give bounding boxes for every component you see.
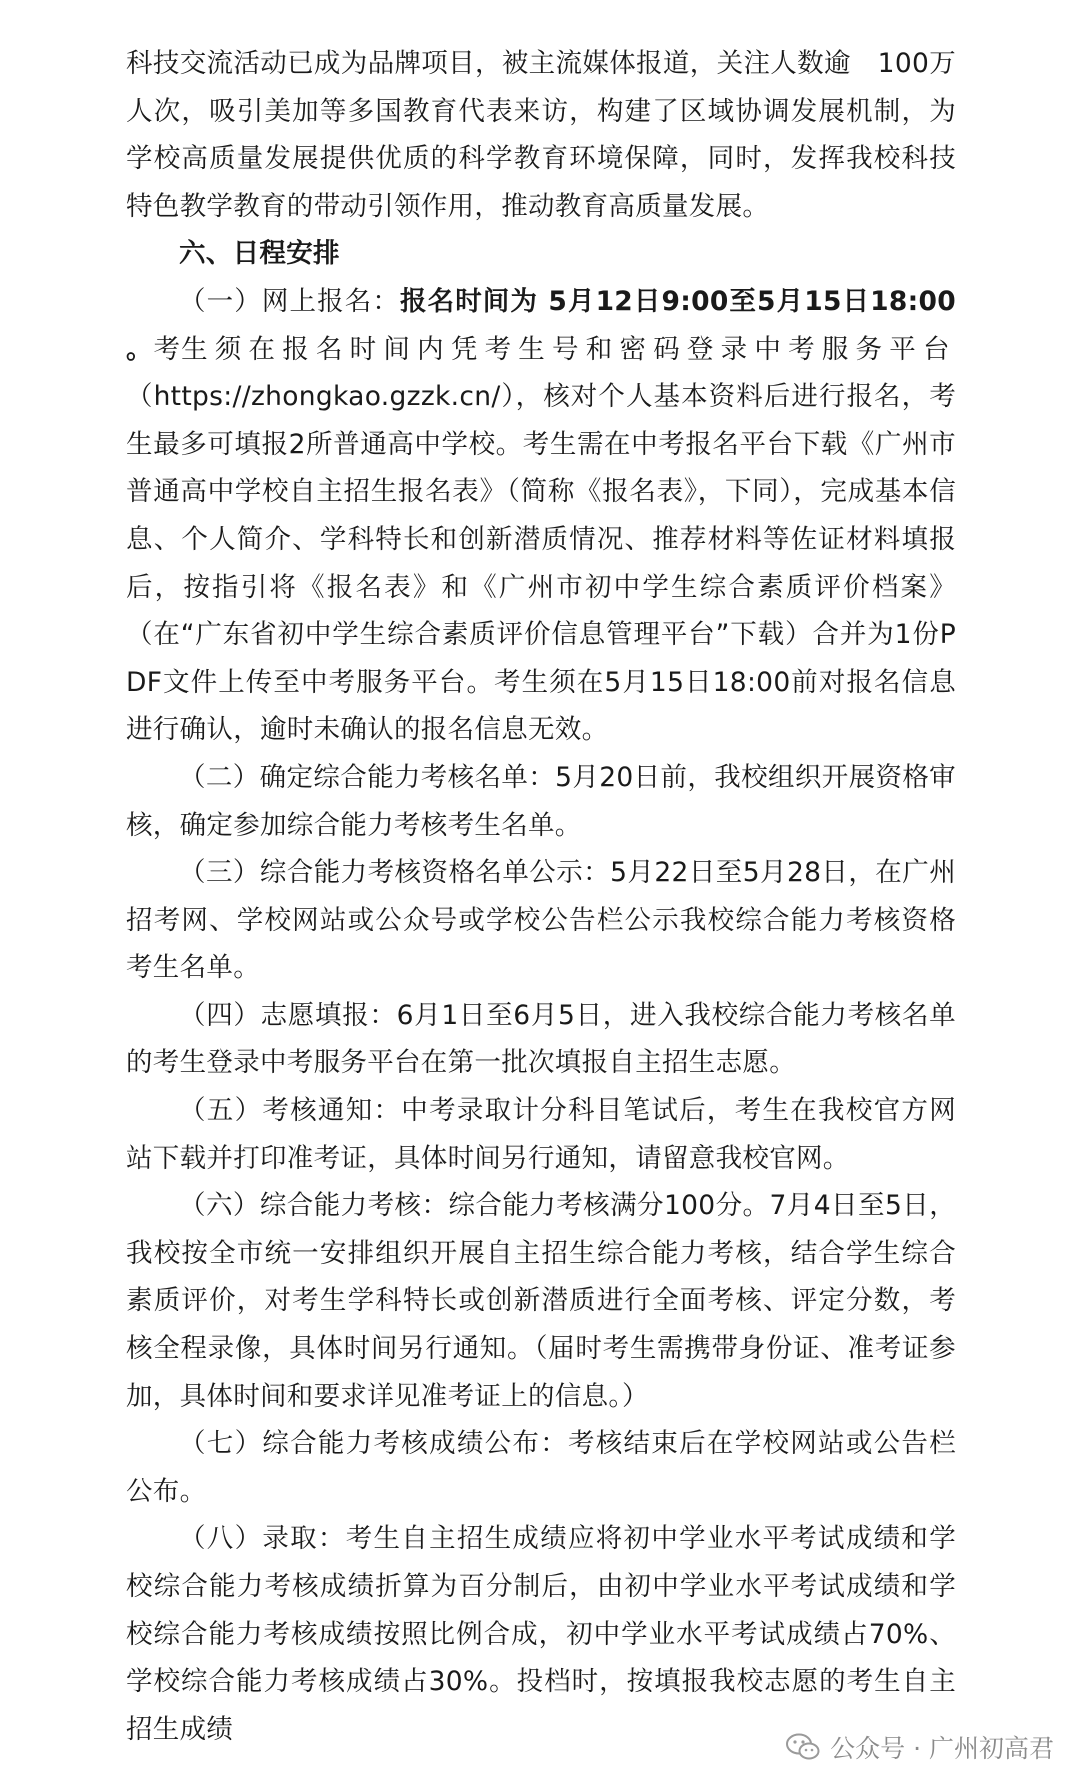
paragraph-qualification-review: （二）确定综合能力考核名单：5月20日前，我校组织开展资格审核，确定参加综合能力考核考生名单。 [126,761,956,841]
document-body [126,40,956,1753]
wechat-icon [786,1733,820,1761]
registration-time: 报名时间为 5月12日9:00至5月15日18:00 。 [126,285,956,365]
paragraph-notice: （五）考核通知：中考录取计分科目笔试后，考生在我校官方网站下载并打印准考证，具体时间另行通知，请留意我校官网。 [126,1095,956,1174]
watermark [786,1729,1054,1765]
paragraph-admission: （八）录取：考生自主招生成绩应将初中学业水平考试成绩和学校综合能力考核成绩折算为百分制后，由初中学业水平考试成绩和学校综合能力考核成绩按照比例合成，初中学业水平考试成绩占70%、学校综合能力考核成绩占30%。投档时，按填报我校志愿的考生自主招生成绩 [126,1523,956,1745]
registration-text-rest: （https://zhongkao.gzzk.cn/），核对个人基本资料后进行报名，考生最多可填报2所普通高中学校。考生需在中考报名平台下载《广州市普通高中学校自主招生报名表》（简称《报名表》，下同），完成基本信息、个人简介、学科特长和创新潜质情况、推荐材料等佐证材料填报后，按指引将《报名表》和《广州市初中学生综合素质评价档案》（在“广东省初中学生综合素质评价信息管理平台”下载）合并为1份PDF文件上传至中考服务平台。考生须在5月15日18:00前对报名信息进行确认，逾时未确认的报名信息无效。 [126,381,956,746]
paragraph-intro: 科技交流活动已成为品牌项目，被主流媒体报道，关注人数逾 100万人次，吸引美加等多国教育代表来访，构建了区域协调发展机制，为学校高质量发展提供优质的科学教育环境保障，同时，发挥我校科技特色教学教育的带动引领作用，推动教育高质量发展。 [126,48,956,222]
paragraph-results: （七）综合能力考核成绩公布：考核结束后在学校网站或公告栏公布。 [126,1428,956,1507]
paragraph-assessment: （六）综合能力考核：综合能力考核满分100分。7月4日至5日，我校按全市统一安排组织开展自主招生综合能力考核，结合学生综合素质评价，对考生学科特长或创新潜质进行全面考核、评定分数，考核全程录像，具体时间另行通知。（届时考生需携带身份证、准考证参加，具体时间和要求详见准考证上的信息。） [126,1190,956,1412]
paragraph-registration [126,278,956,754]
registration-text-spaced: 生须在报名时间内凭考生号和密码登录中考服务平台 [181,333,956,365]
paragraph-publicity: （三）综合能力考核资格名单公示：5月22日至5月28日，在广州招考网、学校网站或公众号或学校公告栏公示我校综合能力考核资格考生名单。 [126,857,956,984]
registration-label: （一）网上报名： [179,285,400,317]
section-heading: 六、日程安排 [179,238,340,270]
paragraph-application: （四）志愿填报：6月1日至6月5日，进入我校综合能力考核名单的考生登录中考服务平台在第一批次填报自主招生志愿。 [126,999,956,1079]
registration-text-start: 考 [153,333,182,365]
watermark-text: 公众号 · 广州初高君 [830,1734,1054,1763]
